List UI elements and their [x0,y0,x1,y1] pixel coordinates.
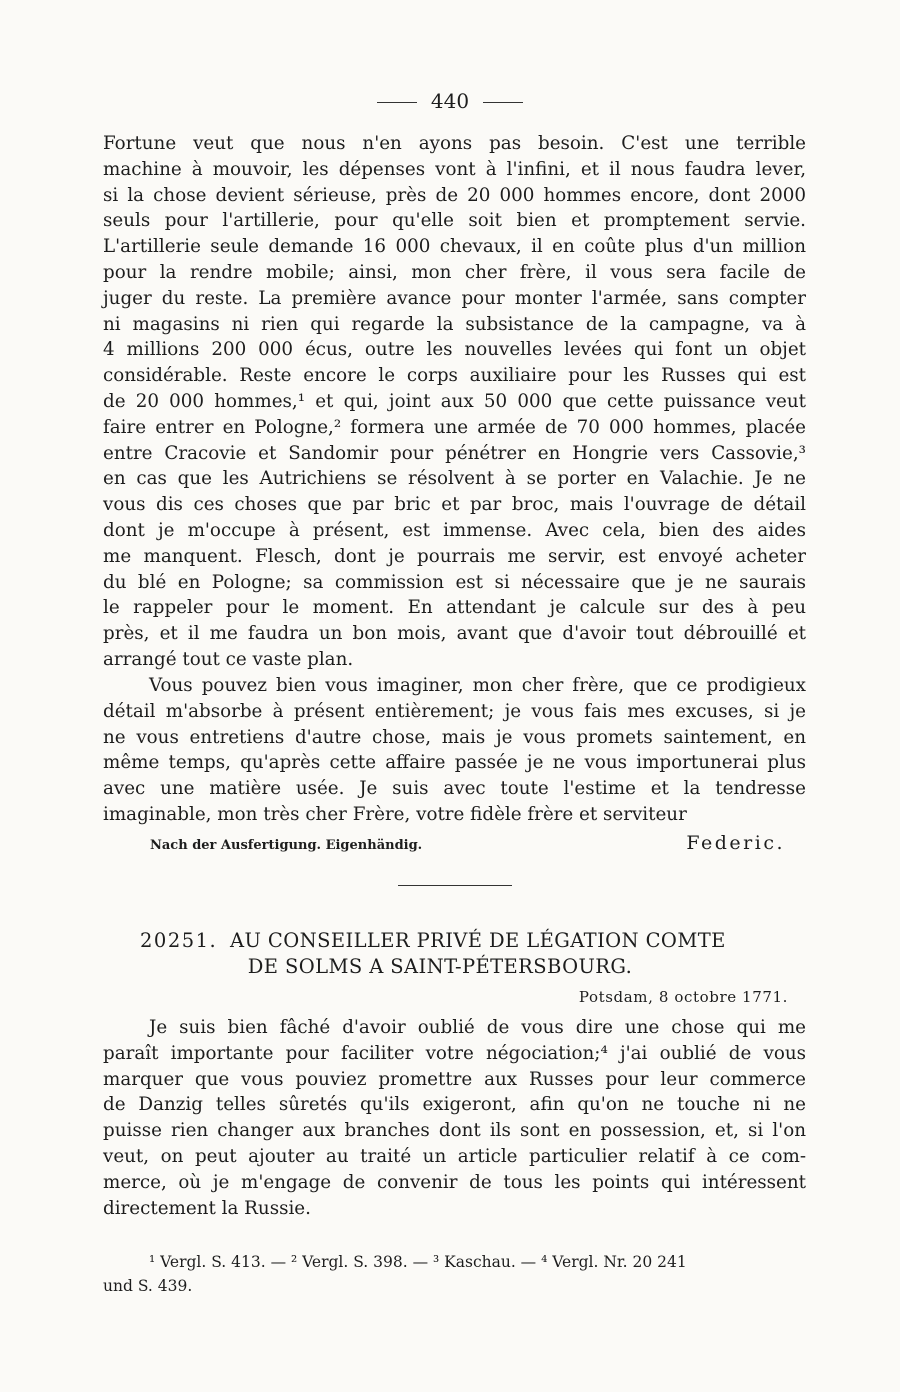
heading-line-2: DE SOLMS A SAINT-PÉTERSBOURG. [247,955,633,978]
text-line: machine à mouvoir, les dépenses vont à l'infini, et il nous faudra lever, [103,158,806,180]
dateline: Potsdam, 8 octobre 1771. [578,988,788,1006]
text-line: Vous pouvez bien vous imaginer, mon cher frère, que ce prodigieux [149,675,806,696]
footnote-line-1: ¹ Vergl. S. 413. — ² Vergl. S. 398. — ³ Kaschau. — ⁴ Vergl. Nr. 20 241 [149,1253,687,1271]
text-line: considérable. Reste encore le corps auxiliaire pour les Russes qui est [103,365,806,387]
text-line: du blé en Pologne; sa commission est si nécessaire que je ne saurais [103,571,806,593]
letter-heading [140,928,800,980]
text-line: directement la Russie. [103,1197,311,1219]
page-number-dash-right [483,102,523,103]
text-line: me manquent. Flesch, dont je pourrais me servir, est envoyé acheter [103,545,806,567]
text-line: ne vous entretiens d'autre chose, mais je vous promets saintement, en [103,726,806,748]
letter-number: 20251. [140,929,218,952]
source-note: Nach der Ausfertigung. Eigenhändig. [150,838,423,853]
text-line: pour la rendre mobile; ainsi, mon cher frère, il vous sera facile de [103,261,806,283]
text-line: Fortune veut que nous n'en ayons pas besoin. C'est une terrible [103,133,806,154]
text-line: de 20 000 hommes,¹ et qui, joint aux 50 000 que cette puissance veut [103,390,806,412]
text-line: seuls pour l'artillerie, pour qu'elle soit bien et promptement servie. [103,210,806,232]
text-line: près, et il me faudra un bon mois, avant que d'avoir tout débrouillé et [103,623,806,645]
text-line: même temps, qu'après cette affaire passée je ne vous importunerai plus [103,752,806,774]
text-line: Je suis bien fâché d'avoir oublié de vous dire une chose qui me [149,1017,806,1038]
paragraph-3 [103,1015,806,1221]
text-line: vous dis ces choses que par bric et par broc, mais l'ouvrage de détail [103,494,806,516]
footnotes [103,1250,806,1298]
text-line: 4 millions 200 000 écus, outre les nouvelles levées qui font un objet [103,339,806,361]
page-number [0,86,900,116]
footnote-line-2: und S. 439. [103,1277,193,1295]
text-line: dont je m'occupe à présent, est immense. Avec cela, bien des aides [103,519,806,541]
text-line: détail m'absorbe à présent entièrement; je vous fais mes excuses, si je [103,700,806,722]
text-line: arrangé tout ce vaste plan. [103,648,354,670]
paragraph-2 [103,673,806,828]
text-line: veut, on peut ajouter au traité un article particulier relatif à ce com- [103,1145,806,1167]
text-line: merce, où je m'engage de convenir de tous les points qui intéressent [103,1171,806,1193]
text-line: puisse rien changer aux branches dont ils sont en possession, et, si l'on [103,1120,806,1142]
text-line: marquer que vous pouviez promettre aux Russes pour leur commerce [103,1068,806,1090]
text-line: si la chose devient sérieuse, près de 20 000 hommes encore, dont 2000 [103,184,806,206]
text-line: en cas que les Autrichiens se résolvent à se porter en Valachie. Je ne [103,468,806,490]
text-line: juger du reste. La première avance pour monter l'armée, sans compter [103,287,806,309]
text-line: de Danzig telles sûretés qu'ils exigeront, afin qu'on ne touche ni ne [103,1094,806,1116]
text-line: le rappeler pour le moment. En attendant je calcule sur des à peu [103,597,806,619]
text-line: imaginable, mon très cher Frère, votre fidèle frère et serviteur [103,803,687,825]
closing-row [150,832,785,854]
text-line: paraît importante pour faciliter votre négociation;⁴ j'ai oublié de vous [103,1042,806,1064]
text-line: entre Cracovie et Sandomir pour pénétrer en Hongrie vers Cassovie,³ [103,442,806,464]
page-number-dash-left [377,102,417,103]
page-number-text: 440 [430,89,470,113]
signature: Federic. [686,832,785,854]
section-separator [398,885,512,886]
text-line: L'artillerie seule demande 16 000 chevaux, il en coûte plus d'un million [103,236,806,258]
heading-line-1: AU CONSEILLER PRIVÉ DE LÉGATION COMTE [230,929,726,952]
text-line: faire entrer en Pologne,² formera une armée de 70 000 hommes, placée [103,416,806,438]
text-line: ni magasins ni rien qui regarde la subsistance de la campagne, va à [103,313,806,335]
text-line: avec une matière usée. Je suis avec toute l'estime et la tendresse [103,778,806,800]
paragraph-1 [103,131,806,673]
